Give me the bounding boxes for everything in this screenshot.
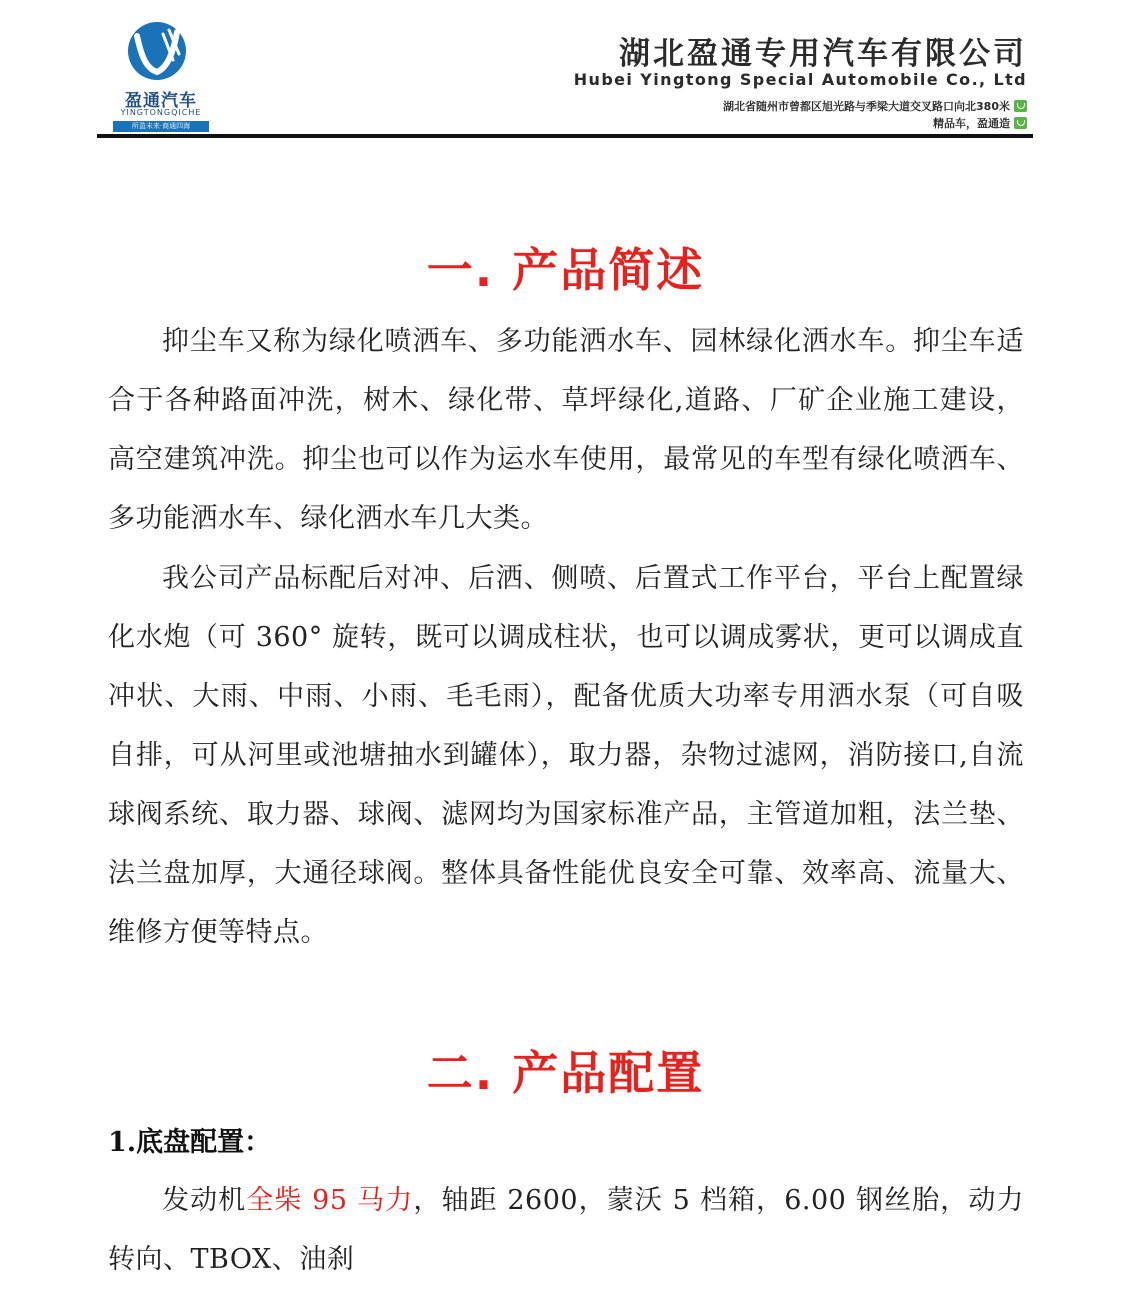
company-address: 湖北省随州市曾都区旭光路与季梁大道交叉路口向北380米 [723, 100, 1010, 113]
company-address-line [723, 98, 1027, 114]
logo-pinyin-name: YINGTONGQICHE [120, 108, 202, 117]
chassis-engine-value: 全柴 95 马力 [246, 1185, 414, 1216]
logo-chinese-name: 盈通汽车 [125, 91, 197, 111]
letterhead [97, 14, 1033, 138]
company-tagline-line [933, 115, 1027, 131]
chassis-config-paragraph [108, 1171, 1024, 1289]
company-name-chinese: 湖北盈通专用汽车有限公司 [619, 36, 1027, 72]
company-name-english: Hubei Yingtong Special Automobile Co., Ltd [573, 70, 1027, 89]
brand-mark-icon [1014, 117, 1027, 129]
section-title-product-overview: 一. 产品简述 [426, 243, 705, 297]
location-icon [1014, 100, 1027, 112]
chassis-engine-label: 发动机 [162, 1185, 247, 1216]
overview-paragraph-1: 抑尘车又称为绿化喷洒车、多功能洒水车、园林绿化洒水车。抑尘车适合于各种路面冲洗，树木、绿化带、草坪绿化,道路、厂矿企业施工建设，高空建筑冲洗。抑尘也可以作为运水车使用，最常见的车型有绿化喷洒车、多功能洒水车、绿化洒水车几大类。 [108, 326, 1024, 534]
company-logo [105, 20, 209, 132]
chassis-config-heading: 1.底盘配置： [108, 1127, 272, 1158]
company-tagline: 精品车，盈通造 [933, 117, 1010, 130]
overview-paragraph-2: 我公司产品标配后对冲、后洒、侧喷、后置式工作平台，平台上配置绿化水炮（可 360° 旋转，既可以调成柱状，也可以调成雾状，更可以调成直冲状、大雨、中雨、小雨、毛毛雨），配备优质大功率专用洒水泵（可自吸自排，可从河里或池塘抽水到罐体），取力器，杂物过滤网，消防接口,自流球阀系统、取力器、球阀、滤网均为国家标准产品，主管道加粗，法兰垫、法兰盘加厚，大通径球阀。整体具备性能优良安全可靠、效率高、流量大、维修方便等特点。 [108, 563, 1024, 948]
logo-emblem-icon [123, 20, 191, 84]
letterhead-divider [97, 134, 1033, 138]
chassis-details: ，轴距 2600，蒙沃 5 档箱，6.00 钢丝胎，动力转向、TBOX、油刹 [108, 1185, 1024, 1275]
logo-slogan: 所盈未来·商通四海 [113, 121, 209, 132]
section-title-product-configuration: 二. 产品配置 [426, 1046, 705, 1100]
